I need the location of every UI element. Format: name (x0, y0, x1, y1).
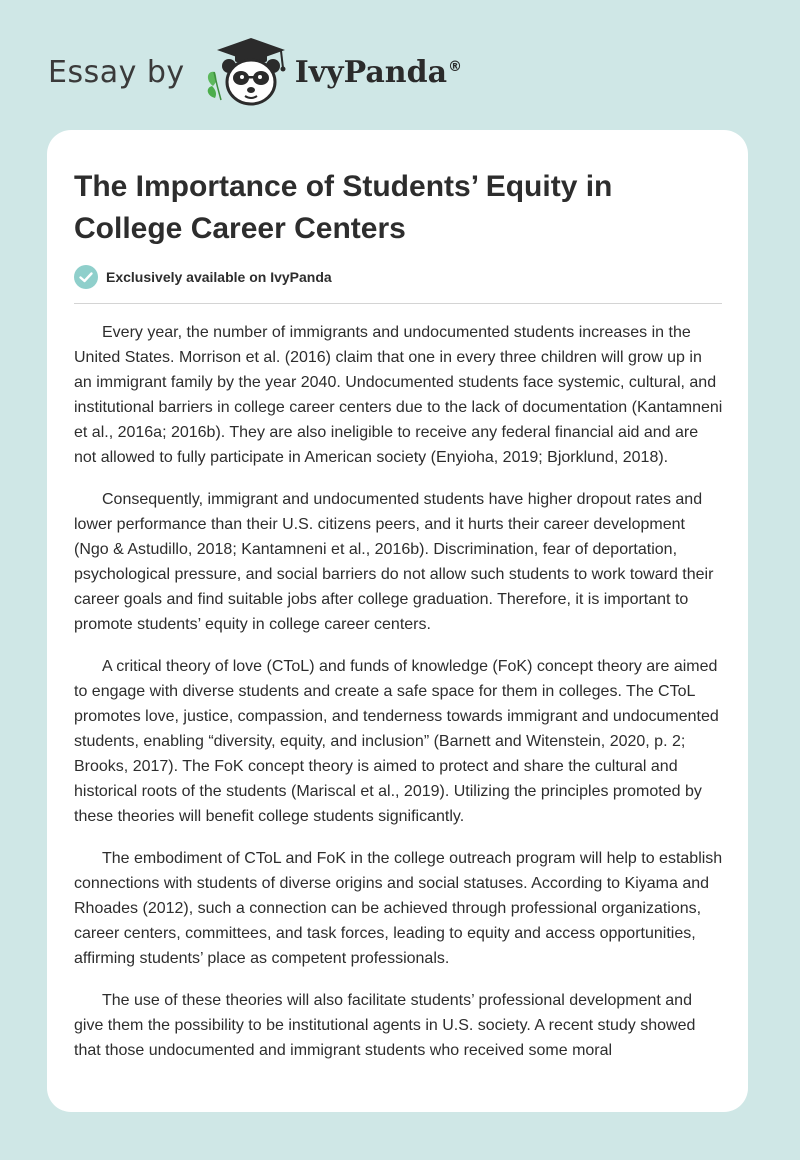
essay-body (74, 320, 724, 1080)
paragraph: A critical theory of love (CToL) and funds of knowledge (FoK) concept theory are aimed to engage with diverse students and create a safe space for them in colleges. The CToL promotes love, justice, compassion, and tenderness towards immigrant and undocumented students, enabling “diversity, equity, and inclusion” (Barnett and Witenstein, 2020, p. 2; Brooks, 2017). The FoK concept theory is aimed to protect and share the cultural and historical roots of the students (Mariscal et al., 2019). Utilizing the principles promoted by these theories will benefit college students significantly. (74, 658, 719, 825)
check-circle-icon (74, 265, 98, 289)
ivypanda-logo-icon[interactable] (199, 36, 291, 108)
paragraph: The embodiment of CToL and FoK in the college outreach program will help to establish connections with students of diverse origins and social statuses. According to Kiyama and Rhoades (2012), such a connection can be achieved through professional organizations, career centers, committees, and task forces, leading to equity and access opportunities, affirming students’ place as competent professionals. (74, 850, 723, 967)
essay-title: The Importance of Students’ Equity in College Career Centers (74, 170, 613, 245)
essay-card (47, 130, 748, 1112)
brand-header (48, 36, 462, 108)
brand-prefix: Essay by (48, 54, 185, 90)
exclusive-badge (74, 264, 332, 290)
paragraph: Consequently, immigrant and undocumented students have higher dropout rates and lower performance than their U.S. citizens peers, and it hurts their career development (Ngo & Astudillo, 2018; Kantamneni et al., 2016b). Discrimination, fear of deportation, psychological pressure, and social barriers do not allow such students to work toward their career goals and find suitable jobs after college graduation. Therefore, it is important to promote students’ equity in college career centers. (74, 491, 714, 633)
paragraph: The use of these theories will also facilitate students’ professional development and give them the possibility to be institutional agents in U.S. society. A recent study showed that those undocumented and immigrant students who received some moral (74, 992, 696, 1059)
brand-name: IvyPanda® (294, 54, 463, 90)
divider (74, 303, 722, 304)
exclusive-badge-text: Exclusively available on IvyPanda (106, 269, 332, 285)
paragraph: Every year, the number of immigrants and undocumented students increases in the United States. Morrison et al. (2016) claim that one in every three children will grow up in an immigrant family by the year 2040. Undocumented students face systemic, cultural, and institutional barriers in college career centers due to the lack of documentation (Kantamneni et al., 2016a; 2016b). They are also ineligible to receive any federal financial aid and are not allowed to fully participate in American society (Enyioha, 2019; Bjorklund, 2018). (74, 324, 723, 466)
